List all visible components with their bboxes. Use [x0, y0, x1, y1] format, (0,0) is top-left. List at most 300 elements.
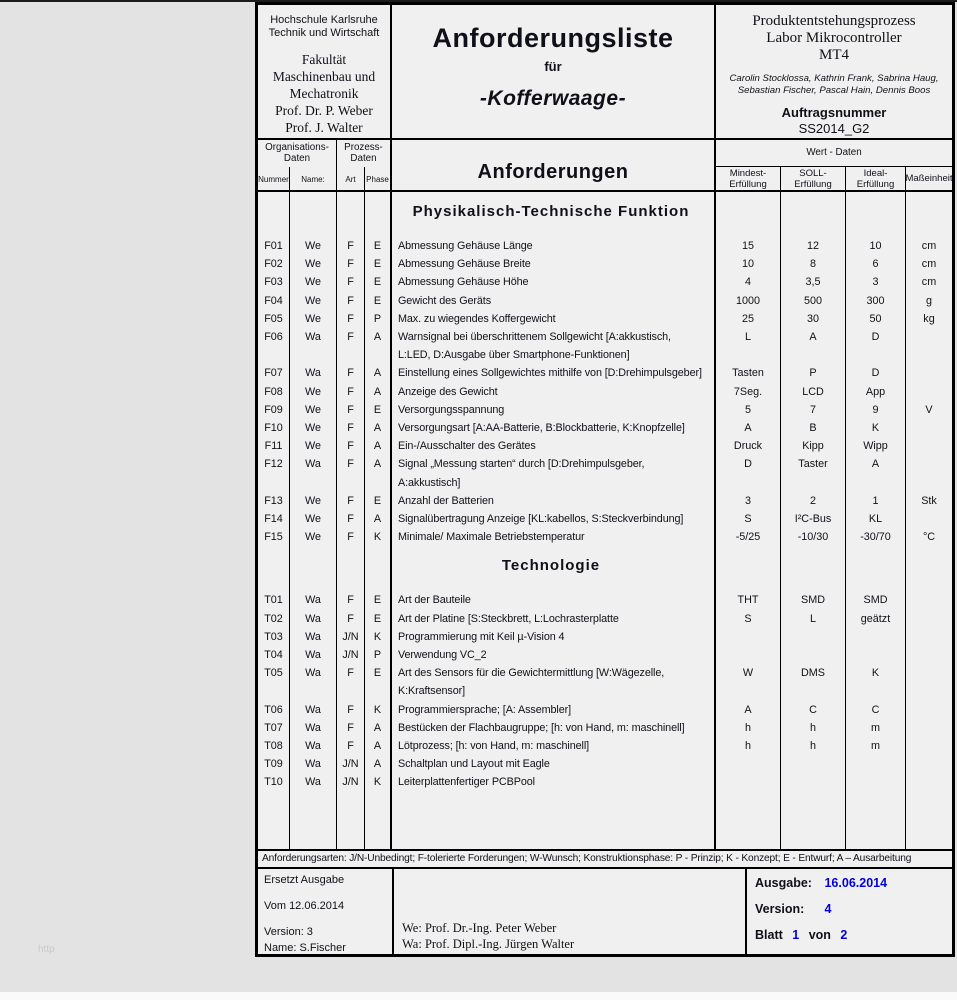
table-cell: J/N	[337, 755, 365, 773]
table-row	[258, 737, 952, 755]
requirements-column-header: Anforderungen	[392, 140, 716, 192]
table-cell: K	[365, 701, 392, 719]
table-cell: 3	[716, 492, 781, 510]
table-cell: T06	[258, 701, 290, 719]
table-cell: L	[781, 610, 846, 628]
column-header-art: Art	[337, 167, 365, 192]
table-cell	[906, 364, 952, 382]
table-row	[258, 492, 952, 510]
table-cell: A	[365, 719, 392, 737]
table-cell	[716, 755, 781, 773]
table-cell: F	[337, 528, 365, 546]
table-cell	[906, 664, 952, 700]
table-cell: 1000	[716, 292, 781, 310]
table-cell: E	[365, 237, 392, 255]
table-cell: Wa	[290, 328, 337, 364]
table-cell: KL	[846, 510, 906, 528]
replaced-edition-label: Ersetzt Ausgabe	[264, 874, 345, 886]
table-cell: Wa	[290, 719, 337, 737]
table-cell: T04	[258, 646, 290, 664]
table-cell: cm	[921, 258, 937, 271]
table-cell: T01	[258, 591, 290, 609]
table-cell: F	[337, 419, 365, 437]
table-cell: E	[365, 273, 392, 291]
table-row	[258, 664, 952, 700]
footer-right-block	[747, 869, 952, 955]
table-cell: F	[337, 510, 365, 528]
table-cell: -5/25	[716, 528, 781, 546]
table-cell: Wa	[290, 737, 337, 755]
table-cell: F	[337, 273, 365, 291]
table-cell: F09	[258, 401, 290, 419]
table-cell: E	[365, 255, 392, 273]
table-cell: A	[365, 437, 392, 455]
table-cell: 12	[781, 237, 846, 255]
table-cell: We	[290, 273, 337, 291]
table-cell: Anzeige des Gewicht	[392, 383, 716, 401]
table-cell: App	[846, 383, 906, 401]
table-cell: -30/70	[846, 528, 906, 546]
table-cell: F05	[258, 310, 290, 328]
table-cell: Art der Platine [S:Steckbrett, L:Lochrasterplatte	[392, 610, 716, 628]
table-cell: h	[716, 719, 781, 737]
university-name-line: Technik und Wirtschaft	[268, 27, 380, 39]
table-cell: Bestücken der Flachbaugruppe; [h: von Hand, m: maschinell]	[392, 719, 716, 737]
table-cell: 30	[781, 310, 846, 328]
table-cell: 15	[716, 237, 781, 255]
table-cell: h	[716, 737, 781, 755]
table-cell: E	[365, 664, 392, 700]
table-cell: DMS	[781, 664, 846, 700]
table-cell: 300	[846, 292, 906, 310]
table-cell	[846, 755, 906, 773]
table-row	[258, 292, 952, 310]
table-cell: K	[846, 419, 906, 437]
table-cell: J/N	[337, 646, 365, 664]
section-title: Technologie	[501, 557, 601, 575]
order-number-label: Auftragsnummer	[781, 105, 887, 120]
sheet-total-value: 2	[840, 928, 848, 942]
table-cell: A	[365, 328, 392, 364]
table-cell: Abmessung Gehäuse Länge	[392, 237, 716, 255]
table-cell: We	[290, 292, 337, 310]
table-row	[258, 510, 952, 528]
table-cell: We	[290, 492, 337, 510]
table-cell: I²C-Bus	[781, 510, 846, 528]
table-cell: Taster	[781, 455, 846, 491]
table-cell: F	[337, 437, 365, 455]
table-cell: 8	[781, 255, 846, 273]
table-cell: E	[365, 591, 392, 609]
previous-version: Version: 3	[264, 926, 313, 938]
table-cell: Anzahl der Batterien	[392, 492, 716, 510]
footer-left-block	[258, 869, 394, 955]
table-cell	[906, 701, 952, 719]
table-cell: F02	[258, 255, 290, 273]
table-cell: Wa	[290, 591, 337, 609]
document-subtitle: für	[544, 59, 562, 74]
table-row	[258, 401, 952, 419]
table-cell: 7	[781, 401, 846, 419]
table-cell: m	[846, 719, 906, 737]
table-cell: 9	[846, 401, 906, 419]
table-cell: B	[781, 419, 846, 437]
table-cell: A	[716, 419, 781, 437]
issue-date-label: Ausgabe:	[755, 876, 812, 890]
table-cell: 2	[781, 492, 846, 510]
table-cell: F	[337, 383, 365, 401]
table-cell: S	[716, 510, 781, 528]
table-cell: S	[716, 610, 781, 628]
table-cell	[716, 628, 781, 646]
table-cell: Wipp	[846, 437, 906, 455]
table-cell: P	[365, 310, 392, 328]
table-cell	[716, 646, 781, 664]
table-cell: cm	[921, 240, 937, 252]
project-line: MT4	[818, 47, 849, 63]
table-cell: K	[846, 664, 906, 700]
table-cell: F	[337, 237, 365, 255]
table-row	[258, 528, 952, 546]
table-cell: F12	[258, 455, 290, 491]
table-cell: Ein-/Ausschalter des Gerätes	[392, 437, 716, 455]
letterhead-right-block	[716, 5, 952, 138]
table-row	[258, 437, 952, 455]
table-cell	[906, 383, 952, 401]
table-row	[258, 646, 952, 664]
table-cell: Einstellung eines Sollgewichtes mithilfe von [D:Drehimpulsgeber]	[392, 364, 716, 382]
table-cell: E	[365, 492, 392, 510]
table-cell	[906, 610, 952, 628]
table-cell: T10	[258, 773, 290, 791]
faculty-line: Mechatronik	[289, 86, 359, 101]
table-cell: We	[290, 255, 337, 273]
table-cell: E	[365, 292, 392, 310]
table-cell: Verwendung VC_2	[392, 646, 716, 664]
table-cell: Warnsignal bei überschrittenem Sollgewicht [A:akkustisch, L:LED, D:Ausgabe über Smartphone-Funktionen]	[392, 328, 716, 364]
table-cell: A	[781, 328, 846, 364]
process-data-group-header: Prozess-Daten	[337, 140, 392, 167]
table-cell	[906, 437, 952, 455]
column-header-ideal: Ideal-Erfüllung	[846, 167, 906, 192]
sheet-page-value: 1	[792, 928, 800, 942]
table-cell: Max. zu wiegendes Koffergewicht	[392, 310, 716, 328]
faculty-line: Fakultät	[301, 52, 347, 67]
table-cell	[846, 773, 906, 791]
table-cell: L	[716, 328, 781, 364]
document-footer	[258, 869, 952, 954]
table-cell: Druck	[716, 437, 781, 455]
table-cell: We	[290, 310, 337, 328]
table-cell: T09	[258, 755, 290, 773]
table-row	[258, 719, 952, 737]
table-cell: 6	[846, 255, 906, 273]
column-header-name: Name:	[290, 167, 337, 192]
letterhead-center-block	[392, 5, 716, 138]
table-cell: 4	[716, 273, 781, 291]
column-header-nummer: Nummer	[258, 167, 290, 192]
table-cell: A	[365, 419, 392, 437]
table-cell	[906, 628, 952, 646]
table-cell: A	[365, 755, 392, 773]
table-cell: E	[365, 610, 392, 628]
legend-footnote: Anforderungsarten: J/N-Unbedingt; F-tolerierte Forderungen; W-Wunsch; Konstruktionsphase: P - Prinzip; K - Konzept; E - Entwurf; A – Ausarbeitung	[258, 849, 952, 869]
org-data-group-header: Organisations-Daten	[258, 140, 337, 167]
table-cell: geätzt	[846, 610, 906, 628]
sheet-von-label: von	[808, 928, 831, 942]
table-cell: Minimale/ Maximale Betriebstemperatur	[392, 528, 716, 546]
table-row	[258, 328, 952, 364]
table-cell: Schaltplan und Layout mit Eagle	[392, 755, 716, 773]
table-cell	[906, 591, 952, 609]
table-row	[258, 273, 952, 291]
table-row	[258, 255, 952, 273]
table-cell: F	[337, 591, 365, 609]
table-cell: F08	[258, 383, 290, 401]
table-cell	[906, 646, 952, 664]
table-cell: F	[337, 292, 365, 310]
table-cell	[906, 737, 952, 755]
table-cell: 3,5	[781, 273, 846, 291]
table-cell: F	[337, 310, 365, 328]
table-cell: 10	[846, 237, 906, 255]
table-cell: Art der Bauteile	[392, 591, 716, 609]
table-cell: C	[846, 701, 906, 719]
table-cell: SMD	[846, 591, 906, 609]
table-cell	[781, 628, 846, 646]
table-cell: 3	[846, 273, 906, 291]
table-cell: 10	[716, 255, 781, 273]
table-cell	[846, 646, 906, 664]
watermark-text: http	[38, 944, 55, 955]
supervisor-we: We: Prof. Dr.-Ing. Peter Weber	[402, 921, 557, 935]
faculty-line: Maschinenbau und	[272, 69, 376, 84]
column-header-phase: Phase	[365, 167, 392, 192]
sheet-label: Blatt	[755, 928, 783, 942]
table-cell: A	[365, 455, 392, 491]
table-cell: Programmiersprache; [A: Assembler]	[392, 701, 716, 719]
table-cell: K	[365, 773, 392, 791]
version-label: Version:	[755, 902, 805, 916]
table-cell: Wa	[290, 755, 337, 773]
table-cell: We	[290, 437, 337, 455]
project-line: Produktentstehungsprozess	[752, 13, 916, 29]
table-cell: We	[290, 383, 337, 401]
table-cell: 5	[716, 401, 781, 419]
table-cell: 25	[716, 310, 781, 328]
table-cell: h	[781, 719, 846, 737]
table-cell: Wa	[290, 610, 337, 628]
order-number-value: SS2014_G2	[798, 121, 870, 136]
table-cell: J/N	[337, 628, 365, 646]
table-cell: kg	[923, 312, 935, 325]
table-cell: F	[337, 719, 365, 737]
letterhead-left-block	[258, 5, 392, 138]
table-cell: Stk	[921, 494, 937, 507]
column-header-masseinheit: Maßeinheit	[905, 173, 953, 185]
table-cell: D	[846, 328, 906, 364]
table-cell: Signalübertragung Anzeige [KL:kabellos, S:Steckverbindung]	[392, 510, 716, 528]
table-row	[258, 773, 952, 791]
table-row	[258, 755, 952, 773]
table-cell: Abmessung Gehäuse Höhe	[392, 273, 716, 291]
table-cell: Leiterplattenfertiger PCBPool	[392, 773, 716, 791]
table-row	[258, 310, 952, 328]
table-cell: A	[365, 364, 392, 382]
table-cell: A	[846, 455, 906, 491]
table-cell: Kipp	[781, 437, 846, 455]
table-cell	[781, 646, 846, 664]
table-cell: Wa	[290, 455, 337, 491]
table-cell: cm	[921, 276, 937, 289]
table-cell: F04	[258, 292, 290, 310]
table-cell: Versorgungsspannung	[392, 401, 716, 419]
table-filler-row	[258, 792, 952, 849]
table-cell: T03	[258, 628, 290, 646]
table-cell: Wa	[290, 773, 337, 791]
table-row	[258, 701, 952, 719]
table-cell: Abmessung Gehäuse Breite	[392, 255, 716, 273]
table-cell: 7Seg.	[716, 383, 781, 401]
table-cell: F06	[258, 328, 290, 364]
author-name: Name: S.Fischer	[264, 942, 346, 954]
column-header-soll: SOLL-Erfüllung	[781, 167, 846, 192]
table-cell: D	[846, 364, 906, 382]
requirements-table-body	[258, 192, 952, 849]
table-cell: We	[290, 528, 337, 546]
table-cell: F	[337, 255, 365, 273]
table-cell: T05	[258, 664, 290, 700]
section-title-row	[258, 546, 952, 591]
table-cell: F14	[258, 510, 290, 528]
table-cell: F	[337, 664, 365, 700]
table-cell: C	[781, 701, 846, 719]
product-name: -Kofferwaage-	[479, 87, 627, 110]
table-cell: Wa	[290, 664, 337, 700]
table-cell: F01	[258, 237, 290, 255]
table-cell: F	[337, 737, 365, 755]
table-cell: F	[337, 455, 365, 491]
table-cell: We	[290, 419, 337, 437]
issue-date-value: 16.06.2014	[824, 876, 888, 890]
authors-line: Carolin Stocklossa, Kathrin Frank, Sabrina Haug,	[729, 73, 939, 84]
table-cell: Wa	[290, 646, 337, 664]
table-cell: Tasten	[716, 364, 781, 382]
table-cell: K	[365, 628, 392, 646]
table-cell: Versorgungsart [A:AA-Batterie, B:Blockbatterie, K:Knopfzelle]	[392, 419, 716, 437]
table-cell: P	[781, 364, 846, 382]
table-cell	[906, 455, 952, 491]
column-header-mindest: Mindest-Erfüllung	[716, 167, 781, 192]
table-cell: We	[290, 401, 337, 419]
document-title: Anforderungsliste	[432, 23, 674, 53]
table-cell: SMD	[781, 591, 846, 609]
table-row	[258, 383, 952, 401]
table-cell: A	[365, 737, 392, 755]
table-cell: LCD	[781, 383, 846, 401]
table-cell: Signal „Messung starten“ durch [D:Drehimpulsgeber, A:akkustisch]	[392, 455, 716, 491]
table-cell: m	[846, 737, 906, 755]
table-cell: A	[365, 383, 392, 401]
footer-middle-block	[394, 869, 747, 955]
table-cell: Wa	[290, 628, 337, 646]
table-cell: P	[365, 646, 392, 664]
table-cell: A	[365, 510, 392, 528]
table-row	[258, 419, 952, 437]
professor-line: Prof. Dr. P. Weber	[275, 103, 373, 118]
table-cell	[781, 755, 846, 773]
previous-date: Vom 12.06.2014	[264, 900, 345, 912]
table-cell	[906, 719, 952, 737]
table-cell: Art des Sensors für die Gewichtermittlung [W:Wägezelle, K:Kraftsensor]	[392, 664, 716, 700]
section-title: Physikalisch-Technische Funktion	[412, 203, 690, 220]
table-cell: Lötprozess; [h: von Hand, m: maschinell]	[392, 737, 716, 755]
table-cell: 500	[781, 292, 846, 310]
table-cell: F	[337, 328, 365, 364]
table-cell	[781, 773, 846, 791]
table-row	[258, 364, 952, 382]
table-row	[258, 237, 952, 255]
table-cell: h	[781, 737, 846, 755]
table-cell: V	[925, 403, 933, 416]
table-cell: F11	[258, 437, 290, 455]
table-cell	[906, 755, 952, 773]
letterhead	[258, 5, 952, 140]
table-row	[258, 610, 952, 628]
table-cell: THT	[716, 591, 781, 609]
table-cell: F	[337, 492, 365, 510]
table-cell: E	[365, 401, 392, 419]
table-cell: A	[716, 701, 781, 719]
table-cell: D	[716, 455, 781, 491]
table-cell: We	[290, 237, 337, 255]
table-cell: F	[337, 401, 365, 419]
version-value: 4	[824, 902, 832, 916]
table-cell	[906, 510, 952, 528]
table-cell: g	[925, 294, 932, 307]
table-cell	[716, 773, 781, 791]
table-cell: Programmierung mit Keil µ-Vision 4	[392, 628, 716, 646]
table-cell: K	[365, 528, 392, 546]
requirements-document	[255, 2, 955, 957]
supervisor-wa: Wa: Prof. Dipl.-Ing. Jürgen Walter	[402, 937, 575, 951]
table-cell	[846, 628, 906, 646]
table-row	[258, 628, 952, 646]
table-cell	[906, 419, 952, 437]
table-cell: 1	[846, 492, 906, 510]
table-cell: °C	[922, 531, 936, 544]
table-cell: 50	[846, 310, 906, 328]
section-title-row	[258, 192, 952, 237]
table-cell: Gewicht des Geräts	[392, 292, 716, 310]
table-cell: T02	[258, 610, 290, 628]
table-cell: T08	[258, 737, 290, 755]
table-cell: F10	[258, 419, 290, 437]
table-row	[258, 591, 952, 609]
table-cell: F	[337, 701, 365, 719]
project-line: Labor Mikrocontroller	[766, 30, 902, 46]
table-cell: Wa	[290, 364, 337, 382]
page-bottom-strip	[0, 992, 957, 1000]
table-cell: -10/30	[781, 528, 846, 546]
table-cell: F	[337, 364, 365, 382]
table-cell: We	[290, 510, 337, 528]
table-cell: T07	[258, 719, 290, 737]
table-cell: F07	[258, 364, 290, 382]
value-data-group-header: Wert - Daten	[716, 140, 952, 167]
authors-line: Sebastian Fischer, Pascal Hain, Dennis Boos	[737, 84, 931, 96]
table-cell: J/N	[337, 773, 365, 791]
